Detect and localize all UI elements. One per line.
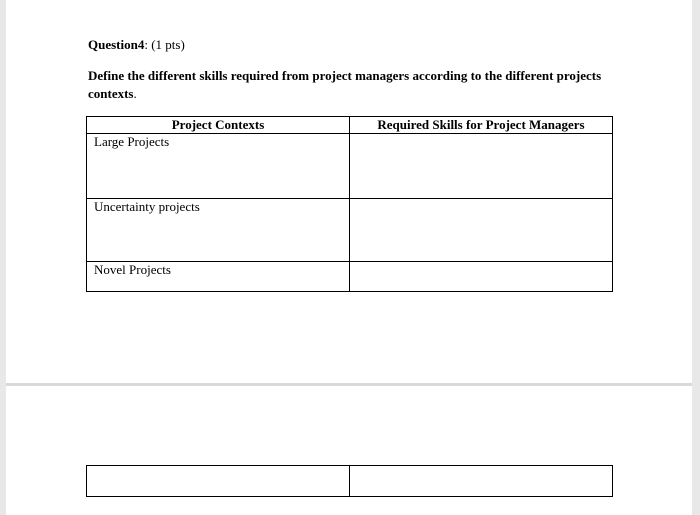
header-required-skills: Required Skills for Project Managers [350,117,613,134]
page-2 [6,386,692,515]
question-title [88,37,185,53]
skills-table [86,116,613,292]
context-cell: Large Projects [87,134,350,199]
question-prompt-end: . [133,86,137,101]
header-project-contexts: Project Contexts [87,117,350,134]
question-label: Question4 [88,37,145,52]
table-header-row [87,117,613,134]
continuation-table [86,465,613,497]
question-prompt [88,67,628,103]
empty-cell[interactable] [350,466,613,497]
skills-cell[interactable] [350,262,613,292]
table-row [87,262,613,292]
context-cell: Novel Projects [87,262,350,292]
table-row [87,134,613,199]
skills-cell[interactable] [350,199,613,262]
empty-cell[interactable] [87,466,350,497]
question-prompt-text: Define the different skills required from project managers according to the different projects contexts [88,68,602,101]
table-row [87,466,613,497]
skills-cell[interactable] [350,134,613,199]
question-points: : (1 pts) [144,37,185,52]
page-1 [6,0,692,383]
context-cell: Uncertainty projects [87,199,350,262]
table-row [87,199,613,262]
